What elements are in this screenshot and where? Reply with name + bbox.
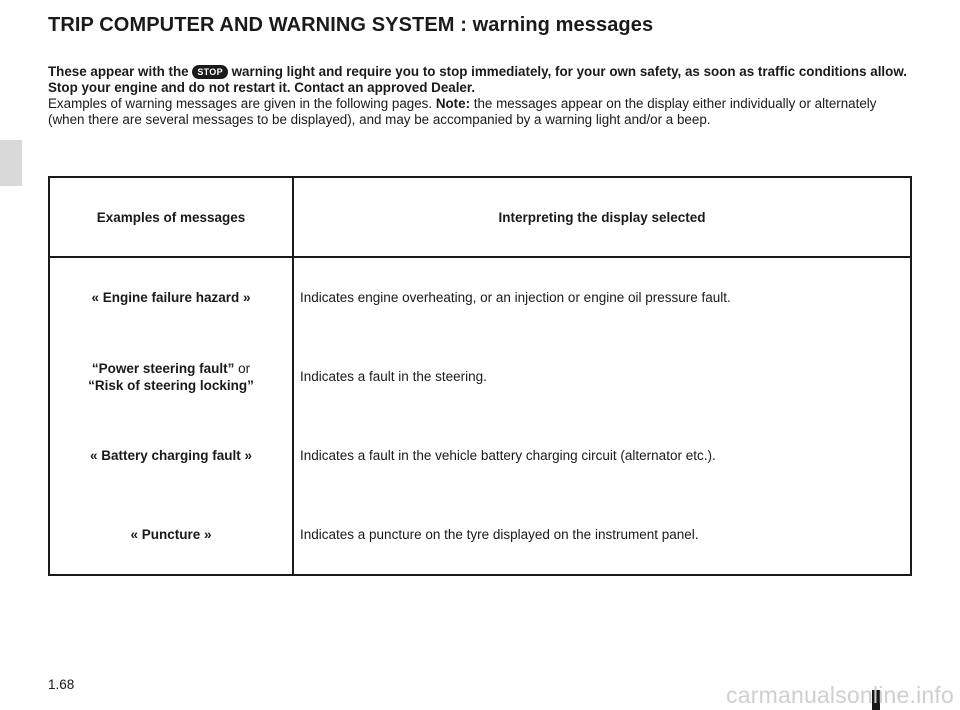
table-row [49, 495, 911, 575]
intro-warning-text: These appear with the STOP warning light and require you to stop immediately, for your own safety, as soon as traffic conditions allow. Stop your engine and do not restart it. Contact an approved Dealer. [48, 64, 907, 95]
chapter-tab [0, 140, 22, 186]
page-number: 1.68 [48, 677, 75, 692]
interpretation-cell: Indicates a fault in the steering. [300, 369, 487, 384]
header-interpretation: Interpreting the display selected [498, 209, 706, 225]
warning-messages-table [48, 176, 912, 576]
message-connector: or [234, 360, 251, 376]
watermark: carmanualsonline.info [726, 682, 954, 708]
interpretation-cell: Indicates a puncture on the tyre displayed on the instrument panel. [300, 527, 699, 542]
table-row [49, 337, 911, 416]
intro-examples-text: Examples of warning messages are given in the following pages. [48, 96, 436, 111]
stop-warning-icon: STOP [192, 65, 228, 79]
message-cell [49, 337, 293, 416]
page-title: TRIP COMPUTER AND WARNING SYSTEM : warning messages [48, 14, 654, 36]
message-cell: « Engine failure hazard » [49, 257, 293, 337]
intro-note-text: the messages appear on the display either individually or alternately (when there are several messages to be displayed), and may be accompanied by a warning light and/or a beep. [48, 96, 877, 127]
table-row [49, 416, 911, 495]
header-examples: Examples of messages [49, 177, 293, 257]
note-label: Note: [435, 96, 471, 111]
message-cell: « Battery charging fault » [49, 416, 293, 495]
message-cell: « Puncture » [49, 495, 293, 575]
interpretation-cell: Indicates engine overheating, or an injection or engine oil pressure fault. [300, 290, 731, 305]
table-header-row [49, 177, 911, 257]
message-text-alt: “Risk of steering locking” [88, 377, 254, 393]
message-text: “Power steering fault” [91, 360, 235, 376]
interpretation-cell: Indicates a fault in the vehicle battery charging circuit (alternator etc.). [300, 448, 716, 463]
table-row [49, 257, 911, 337]
intro-paragraph [48, 64, 914, 128]
